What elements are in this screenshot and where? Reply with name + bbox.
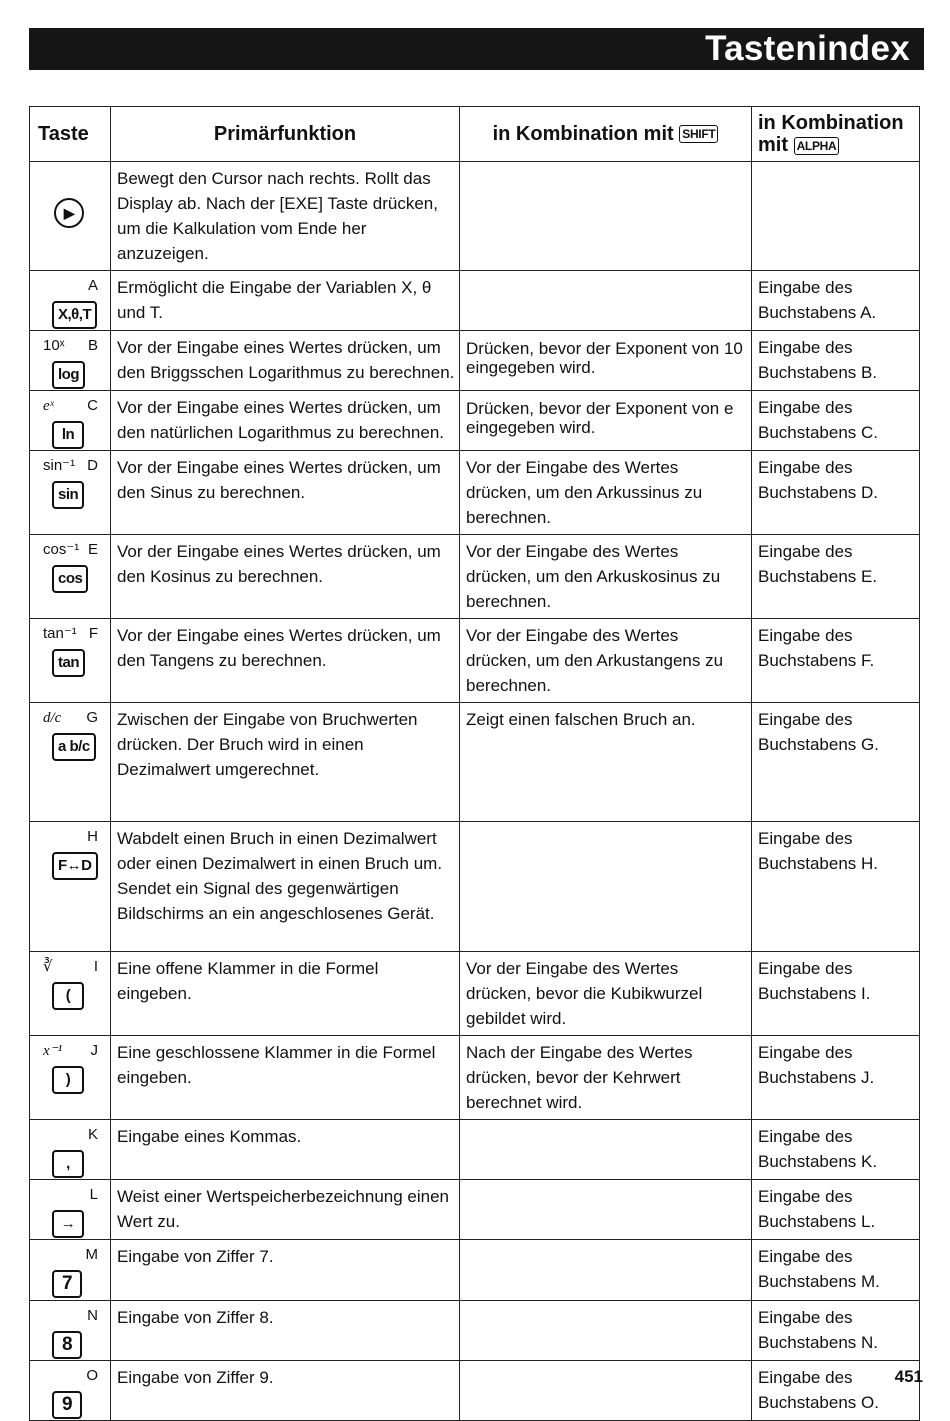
alpha-letter: K <box>87 1126 98 1143</box>
header-shift <box>460 107 752 162</box>
digit-7-key-icon: 7 <box>52 1270 82 1298</box>
shift-function <box>460 822 752 952</box>
secondary-label: sin⁻¹ <box>43 457 76 474</box>
shift-function <box>460 162 752 271</box>
primary-function: Eingabe eines Kommas. <box>111 1120 460 1180</box>
primary-function: Eine geschlossene Klammer in die Formel eingeben. <box>111 1036 460 1120</box>
shift-function: Vor der Eingabe des Wertes drücken, bevor die Kubikwurzel gebildet wird. <box>460 952 752 1036</box>
alpha-letter: J <box>90 1042 98 1059</box>
fraction-key-icon: a b/c <box>52 733 96 761</box>
key-cell <box>30 1120 111 1180</box>
key-cell <box>30 619 111 703</box>
primary-function: Ermöglicht die Eingabe der Variablen X, θ und T. <box>111 271 460 331</box>
alpha-letter: I <box>93 958 98 975</box>
alpha-letter: A <box>87 277 98 294</box>
table-row <box>30 1240 920 1301</box>
table-row <box>30 1120 920 1180</box>
shift-function: Drücken, bevor der Exponent von 10 eingegeben wird. <box>460 331 752 391</box>
table-row <box>30 1301 920 1361</box>
alpha-letter: E <box>87 541 98 558</box>
alpha-letter: L <box>89 1186 98 1203</box>
table-row <box>30 1036 920 1120</box>
alpha-letter: B <box>87 337 98 354</box>
table-row <box>30 952 920 1036</box>
header-taste: Taste <box>30 107 111 162</box>
secondary-label: d/c <box>43 710 62 726</box>
store-arrow-key-icon: → <box>52 1210 84 1238</box>
key-labels <box>43 1042 98 1060</box>
alpha-letter: D <box>87 457 98 474</box>
shift-function <box>460 1361 752 1421</box>
header-shift-label: in Kombination mit <box>492 122 674 145</box>
primary-function: Vor der Eingabe eines Wertes drücken, um den natürlichen Logarithmus zu berechnen. <box>111 391 460 451</box>
alpha-function: Eingabe des Buchstabens G. <box>752 703 920 822</box>
key-cell <box>30 1180 111 1240</box>
table-row <box>30 331 920 391</box>
key-index-table <box>29 106 920 1421</box>
alpha-function: Eingabe des Buchstabens L. <box>752 1180 920 1240</box>
key-cell <box>30 822 111 952</box>
primary-function: Weist einer Wertspeicherbezeichnung einen Wert zu. <box>111 1180 460 1240</box>
table-row <box>30 703 920 822</box>
key-cell <box>30 1240 111 1301</box>
x-theta-t-key-icon: X,θ,T <box>52 301 97 329</box>
sin-key-icon: sin <box>52 481 84 509</box>
secondary-label: eˣ <box>43 398 54 414</box>
key-labels <box>43 541 98 559</box>
key-labels <box>43 709 98 727</box>
alpha-letter: F <box>88 625 98 642</box>
page-number: 451 <box>894 1367 923 1386</box>
key-labels <box>43 958 98 976</box>
table-row <box>30 391 920 451</box>
digit-9-key-icon: 9 <box>52 1391 82 1419</box>
table-row <box>30 271 920 331</box>
shift-function <box>460 271 752 331</box>
title-bar <box>29 28 924 70</box>
key-cell <box>30 162 111 271</box>
log-key-icon: log <box>52 361 85 389</box>
table-row <box>30 451 920 535</box>
shift-function: Vor der Eingabe des Wertes drücken, um den Arkuskosinus zu berechnen. <box>460 535 752 619</box>
key-cell <box>30 331 111 391</box>
secondary-label: tan⁻¹ <box>43 625 77 642</box>
alpha-function: Eingabe des Buchstabens M. <box>752 1240 920 1301</box>
key-cell <box>30 703 111 822</box>
cos-key-icon: cos <box>52 565 88 593</box>
f-d-key-icon: F↔D <box>52 852 98 880</box>
table-row <box>30 619 920 703</box>
alpha-function: Eingabe des Buchstabens D. <box>752 451 920 535</box>
primary-function: Eine offene Klammer in die Formel eingeben. <box>111 952 460 1036</box>
alpha-function: Eingabe des Buchstabens K. <box>752 1120 920 1180</box>
alpha-key-icon: ALPHA <box>794 137 840 155</box>
key-labels <box>43 397 98 415</box>
secondary-label: ∛ <box>43 958 53 975</box>
alpha-function: Eingabe des Buchstabens E. <box>752 535 920 619</box>
alpha-function <box>752 162 920 271</box>
shift-function <box>460 1301 752 1361</box>
page-title: Tastenindex <box>705 29 910 68</box>
key-cell <box>30 391 111 451</box>
alpha-letter: N <box>87 1307 98 1324</box>
shift-function: Nach der Eingabe des Wertes drücken, bevor der Kehrwert berechnet wird. <box>460 1036 752 1120</box>
tan-key-icon: tan <box>52 649 85 677</box>
alpha-function: Eingabe des Buchstabens C. <box>752 391 920 451</box>
digit-8-key-icon: 8 <box>52 1331 82 1359</box>
shift-function <box>460 1180 752 1240</box>
header-alpha <box>752 107 920 162</box>
secondary-label: 10ˣ <box>43 337 65 354</box>
shift-function <box>460 1120 752 1180</box>
primary-function: Vor der Eingabe eines Wertes drücken, um den Briggsschen Logarithmus zu berechnen. <box>111 331 460 391</box>
alpha-letter: H <box>87 828 98 845</box>
comma-key-icon: , <box>52 1150 84 1178</box>
primary-function: Vor der Eingabe eines Wertes drücken, um den Tangens zu berechnen. <box>111 619 460 703</box>
secondary-label: x⁻¹ <box>43 1043 63 1059</box>
primary-function: Bewegt den Cursor nach rechts. Rollt das Display ab. Nach der [EXE] Taste drücken, um die Kalkulation vom Ende her anzuzeigen. <box>111 162 460 271</box>
alpha-letter: C <box>87 397 98 414</box>
shift-function: Vor der Eingabe des Wertes drücken, um den Arkustangens zu berechnen. <box>460 619 752 703</box>
key-labels <box>43 457 98 475</box>
key-cell <box>30 535 111 619</box>
primary-function: Eingabe von Ziffer 9. <box>111 1361 460 1421</box>
key-labels <box>43 625 98 643</box>
alpha-letter: G <box>86 709 98 726</box>
alpha-function: Eingabe des Buchstabens H. <box>752 822 920 952</box>
alpha-function: Eingabe des Buchstabens N. <box>752 1301 920 1361</box>
alpha-function: Eingabe des Buchstabens O. <box>752 1361 920 1421</box>
close-paren-key-icon: ) <box>52 1066 84 1094</box>
key-cell <box>30 952 111 1036</box>
key-cell <box>30 271 111 331</box>
header-primary: Primärfunktion <box>111 107 460 162</box>
alpha-function: Eingabe des Buchstabens J. <box>752 1036 920 1120</box>
alpha-letter: M <box>85 1246 98 1263</box>
shift-function: Vor der Eingabe des Wertes drücken, um den Arkussinus zu berechnen. <box>460 451 752 535</box>
shift-function <box>460 1240 752 1301</box>
key-cell <box>30 1301 111 1361</box>
primary-function: Zwischen der Eingabe von Bruchwerten drücken. Der Bruch wird in einen Dezimalwert umgerechnet. <box>111 703 460 822</box>
key-labels <box>43 337 98 355</box>
primary-function: Vor der Eingabe eines Wertes drücken, um den Kosinus zu berechnen. <box>111 535 460 619</box>
secondary-label: cos⁻¹ <box>43 541 80 558</box>
table-row <box>30 822 920 952</box>
ln-key-icon: ln <box>52 421 84 449</box>
alpha-function: Eingabe des Buchstabens A. <box>752 271 920 331</box>
shift-function: Zeigt einen falschen Bruch an. <box>460 703 752 822</box>
alpha-letter: O <box>86 1367 98 1384</box>
primary-function: Eingabe von Ziffer 7. <box>111 1240 460 1301</box>
key-cell <box>30 1036 111 1120</box>
primary-function: Vor der Eingabe eines Wertes drücken, um den Sinus zu berechnen. <box>111 451 460 535</box>
primary-function: Eingabe von Ziffer 8. <box>111 1301 460 1361</box>
right-arrow-key-icon: ▶ <box>54 198 84 228</box>
shift-key-icon: SHIFT <box>679 125 718 143</box>
table-row <box>30 162 920 271</box>
key-cell <box>30 451 111 535</box>
key-cell <box>30 1361 111 1421</box>
alpha-function: Eingabe des Buchstabens B. <box>752 331 920 391</box>
table-row <box>30 535 920 619</box>
alpha-function: Eingabe des Buchstabens F. <box>752 619 920 703</box>
table-row <box>30 1361 920 1421</box>
header-row <box>30 107 920 162</box>
table-row <box>30 1180 920 1240</box>
open-paren-key-icon: ( <box>52 982 84 1010</box>
header-alpha-label: in Kombination mit <box>758 112 904 156</box>
shift-function: Drücken, bevor der Exponent von e eingegeben wird. <box>460 391 752 451</box>
primary-function: Wabdelt einen Bruch in einen Dezimalwert oder einen Dezimalwert in einen Bruch um. Sendet ein Signal des gegenwärtigen Bildschirms an ein angeschlosenes Gerät. <box>111 822 460 952</box>
alpha-function: Eingabe des Buchstabens I. <box>752 952 920 1036</box>
